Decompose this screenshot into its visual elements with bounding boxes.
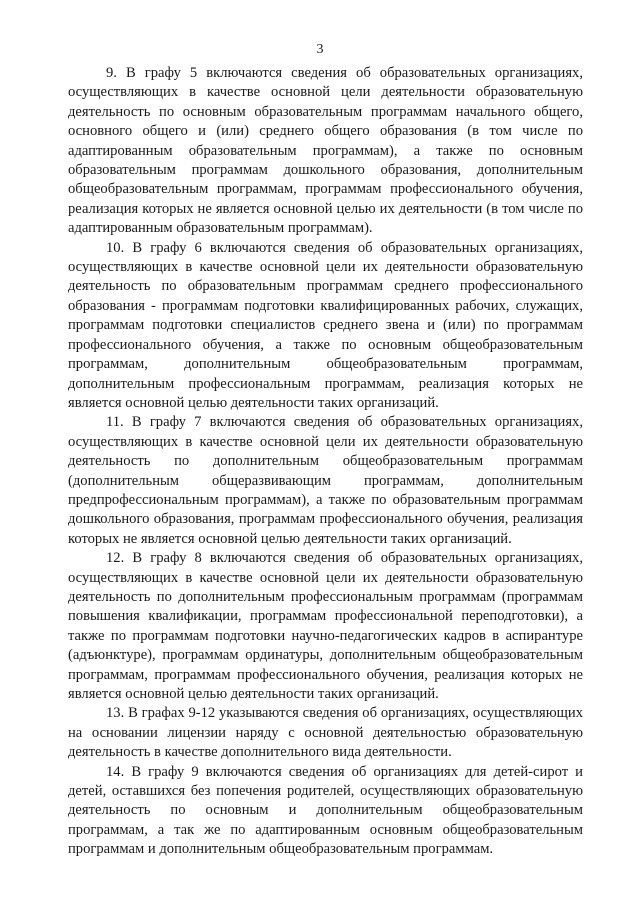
paragraph-13: 13. В графах 9-12 указываются сведения об организациях, осуществляющих на основании лицензии наряду с основной деятельностью образовательную деятельность в качестве дополнительного вида деятельности. <box>68 705 583 761</box>
paragraph-9: 9. В графу 5 включаются сведения об образовательных организациях, осуществляющих в качестве основной цели деятельности образовательную деятельность по основным образовательным программам начального общего, основного общего и (или) среднего общего образования (в том числе по адаптированным образовательным программам), а также по основным образовательным программам дошкольного образования, дополнительным общеобразовательным программам, программам профессионального обучения, реализация которых не является основной целью их деятельности (в том числе по адаптированным образовательным программам). <box>68 65 583 237</box>
page-number: 3 <box>316 42 324 57</box>
paragraph-14: 14. В графу 9 включаются сведения об организациях для детей-сирот и детей, оставшихся без попечения родителей, осуществляющих образовательную деятельность по основным и дополнительным общеобразовательным программам, а так же по адаптированным основным общеобразовательным программам и дополнительным общеобразовательным программам. <box>68 763 583 858</box>
document-body <box>68 64 583 860</box>
paragraph-12: 12. В графу 8 включаются сведения об образовательных организациях, осуществляющих в качестве основной цели их деятельности образовательную деятельность по дополнительным профессиональным программам (программам повышения квалификации, программам профессиональной переподготовки), а также по программам подготовки научно-педагогических кадров в аспирантуре (адъюнктуре), программам ординатуры, дополнительным общеобразовательным программам, программам профессионального обучения, реализация которых не является основной целью деятельности таких организаций. <box>68 550 583 702</box>
paragraph-11: 11. В графу 7 включаются сведения об образовательных организациях, осуществляющих в качестве основной цели их деятельности образовательную деятельность по дополнительным общеобразовательным программам (дополнительным общеразвивающим программам, дополнительным предпрофессиональным программам), а также по образовательным программам дошкольного образования, программам профессионального обучения, реализация которых не является основной целью деятельности таких организаций. <box>68 414 583 547</box>
paragraph-10: 10. В графу 6 включаются сведения об образовательных организациях, осуществляющих в качестве основной цели их деятельности образовательную деятельность по образовательным программам среднего профессионального образования - программам подготовки квалифицированных рабочих, служащих, программам подготовки специалистов среднего звена и (или) по программам профессионального обучения, а также по основным общеобразовательным программам, дополнительным общеобразовательным программам, дополнительным профессиональным программам, реализация которых не является основной целью деятельности таких организаций. <box>68 239 583 411</box>
